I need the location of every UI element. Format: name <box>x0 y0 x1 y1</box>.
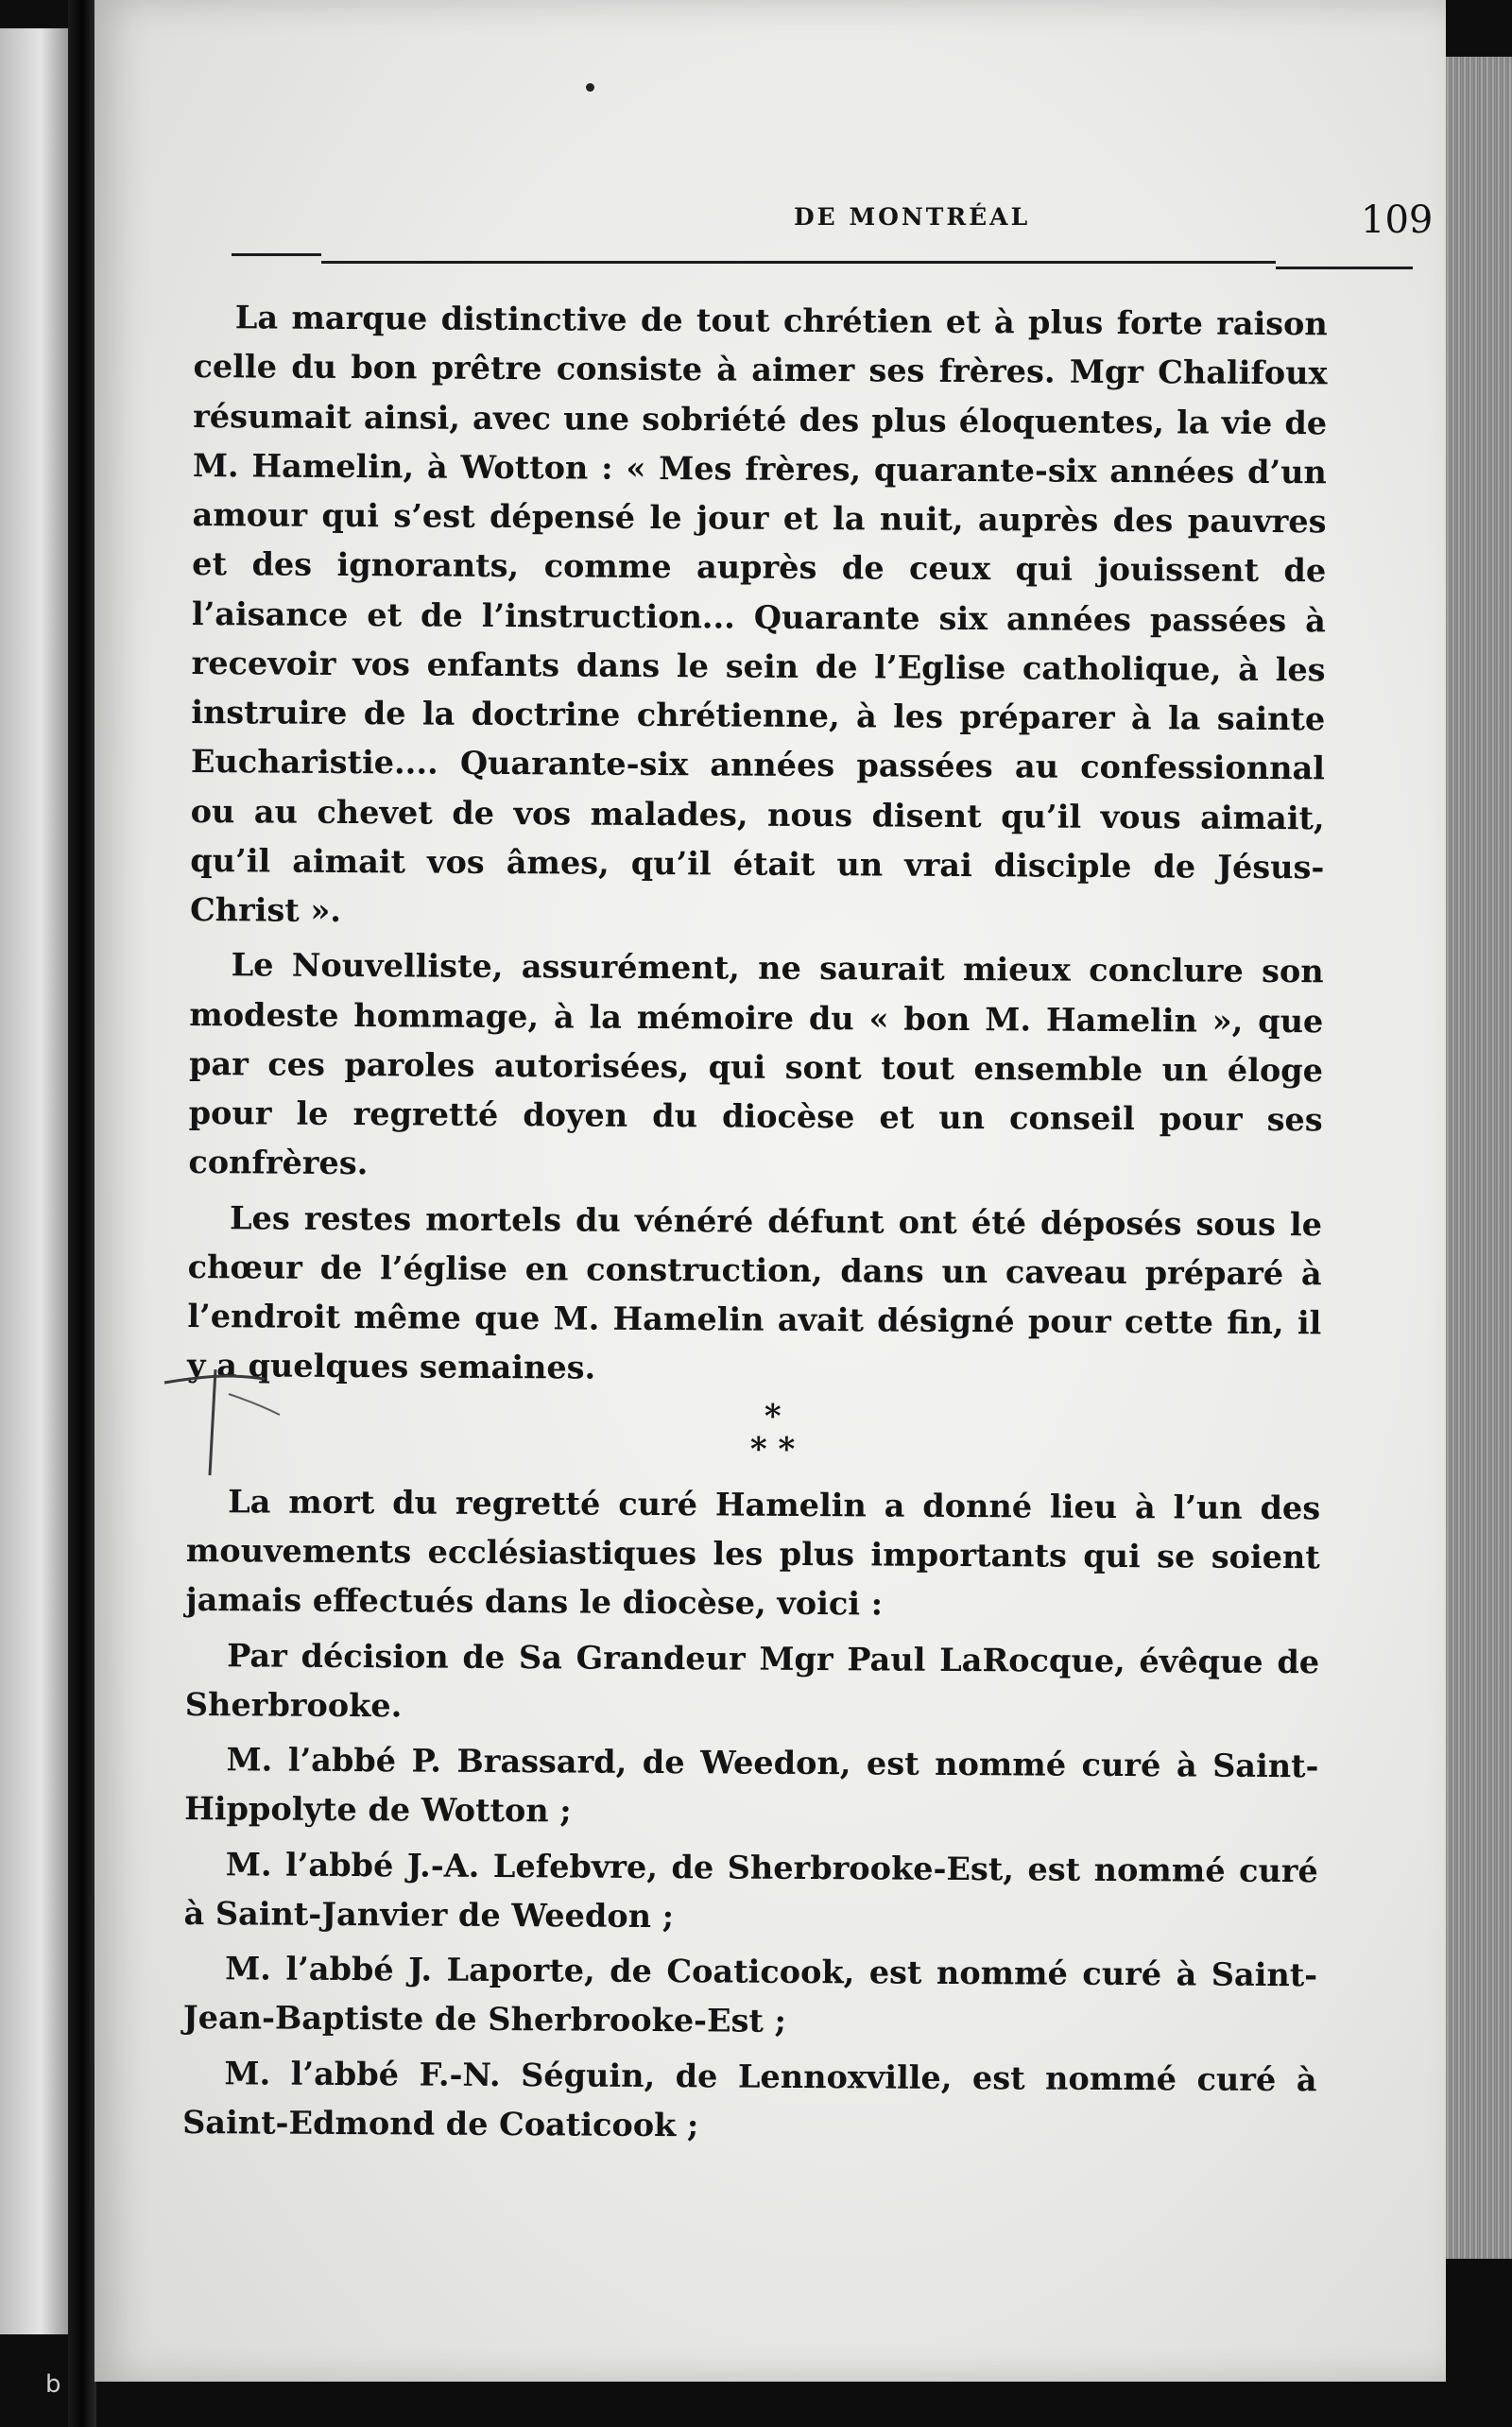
page-edges-stack <box>1438 57 1512 2259</box>
body-text <box>182 293 1328 2160</box>
pencil-mark-icon <box>161 1366 284 1479</box>
ink-dot <box>586 83 594 92</box>
header-rule-right <box>1276 267 1413 269</box>
separator-star-top: * <box>764 1397 782 1436</box>
paragraph-9: M. l’abbé F.-N. Séguin, de Lennoxville, est nommé curé à Saint-Edmond de Coaticook ; <box>182 2054 1317 2144</box>
paragraph-8: M. l’abbé J. Laporte, de Coaticook, est nommé curé à Saint-Jean-Baptiste de Sherbrooke-Est ; <box>182 1950 1318 2040</box>
previous-page-edge <box>0 28 68 2334</box>
paragraph-4: La mort du regretté curé Hamelin a donné lieu à l’un des mouvements ecclésiastiques les plus importants qui se soient jamais effectués dans le diocèse, voici : <box>185 1483 1321 1623</box>
paragraph-7: M. l’abbé J.-A. Lefebvre, de Sherbrooke-Est, est nommé curé à Saint-Janvier de Weedon ; <box>183 1845 1318 1936</box>
book-gutter <box>68 0 96 2427</box>
footer-mark: b <box>45 2370 61 2399</box>
paragraph-3: Les restes mortels du vénéré défunt ont été déposés sous le chœur de l’église en construction, dans un caveau préparé à l’endroit même que M. Hamelin avait désigné pour cette fin, il y a quelques semaines. <box>186 1198 1323 1386</box>
paragraph-2: Le Nouvelliste, assurément, ne saurait mieux conclure son modeste hommage, à la mémoire du « bon M. Hamelin », que par ces paroles autorisées, qui sont tout ensemble un éloge pour le regretté doyen du diocèse et un conseil pour ses confrères. <box>188 946 1324 1182</box>
page-number: 109 <box>1361 198 1434 242</box>
separator-star-bottom: * * <box>749 1430 796 1470</box>
header-rule-main <box>321 261 1276 264</box>
running-head: DE MONTRÉAL <box>794 203 1031 231</box>
paragraph-5: Par décision de Sa Grandeur Mgr Paul LaRocque, évêque de Sherbrooke. <box>184 1636 1320 1725</box>
header-rule-left <box>232 253 321 256</box>
section-separator <box>186 1396 1320 1471</box>
paragraph-1: La marque distinctive de tout chrétien et à plus forte raison celle du bon prêtre consiste à aimer ses frères. Mgr Chalifoux résumait ainsi, avec une sobriété des plus éloquentes, la vie de M. Hamelin, à Wotton : « Mes frères, quarante-six années d’un amour qui s’est dépensé le jour et la nuit, auprès des pauvres et des ignorants, comme auprès de ceux qui jouissent de l’aisance et de l’instruction... Quarante six années passées à recevoir vos enfants dans le sein de l’Eglise catholique, à les instruire de la doctrine chrétienne, à les préparer à la sainte Eucharistie.... Quarante-six années passées au confessionnal ou au chevet de vos malades, nous disent qu’il vous aimait, qu’il aimait vos âmes, qu’il était un vrai disciple de Jésus-Christ ». <box>189 299 1328 929</box>
paragraph-6: M. l’abbé P. Brassard, de Weedon, est nommé curé à Saint-Hippolyte de Wotton ; <box>184 1741 1319 1830</box>
